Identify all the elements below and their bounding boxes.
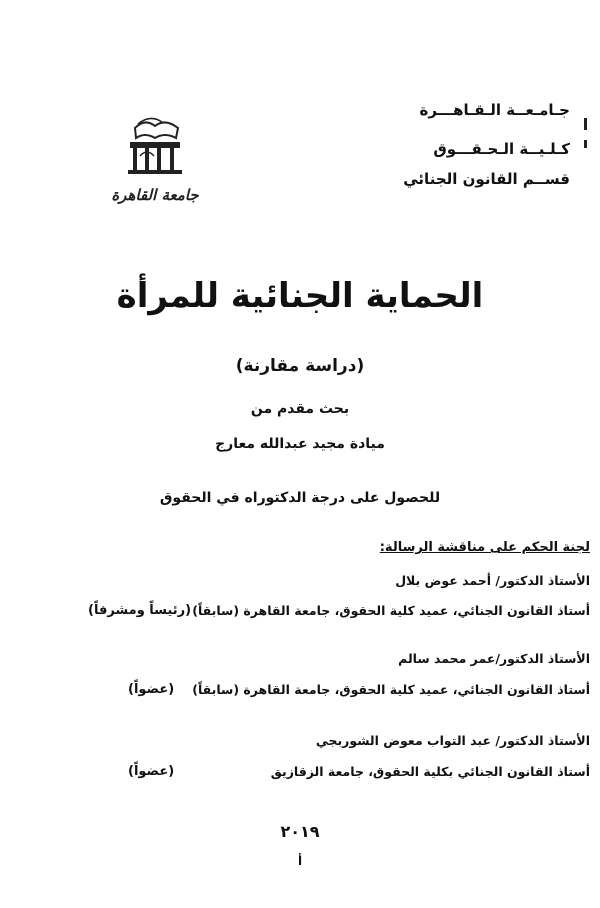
university-name: جـامـعــة الـقـاهـــرة: [419, 101, 570, 119]
thesis-title: الحماية الجنائية للمرأة: [116, 276, 484, 316]
committee-member-role: (عضواً): [128, 682, 175, 697]
department-name: قســم القانون الجنائي: [403, 170, 570, 188]
page-marker: أ: [297, 854, 303, 868]
committee-member-description: أستاذ القانون الجنائي، عميد كلية الحقوق، جامعة القاهرة (سابقاً): [192, 682, 590, 697]
committee-member-name: الأستاذ الدكتور/ عبد التواب معوض الشوربجي: [315, 733, 590, 748]
committee-member-role: (رئيساً ومشرفاً): [88, 603, 192, 618]
thesis-subtitle: (دراسة مقارنة): [235, 356, 365, 376]
cairo-university-emblem-icon: [100, 108, 210, 208]
committee-member-role: (عضواً): [128, 764, 175, 779]
committee-heading: لجنة الحكم على مناقشة الرسالة:: [379, 540, 590, 555]
scan-edge-mark: [584, 118, 587, 130]
scan-edge-mark: [584, 140, 587, 148]
committee-member-description: أستاذ القانون الجنائي بكلية الحقوق، جامعة الزقازيق: [270, 764, 590, 779]
committee-member-name: الأستاذ الدكتور/ أحمد عوض بلال: [395, 573, 590, 588]
committee-member-name: الأستاذ الدكتور/عمر محمد سالم: [398, 651, 590, 666]
submitted-by-label: بحث مقدم من: [250, 401, 350, 417]
svg-text:جامعة القاهرة: جامعة القاهرة: [111, 186, 199, 204]
committee-member-description: أستاذ القانون الجنائي، عميد كلية الحقوق، جامعة القاهرة (سابقاً): [192, 603, 590, 618]
submission-year: ٢٠١٩: [280, 822, 320, 841]
author-name: ميادة مجيد عبدالله معارج: [215, 436, 385, 452]
degree-purpose: للحصول على درجة الدكتوراه في الحقوق: [159, 490, 441, 506]
faculty-name: كـلـيــة الـحـقـــوق: [433, 140, 570, 158]
